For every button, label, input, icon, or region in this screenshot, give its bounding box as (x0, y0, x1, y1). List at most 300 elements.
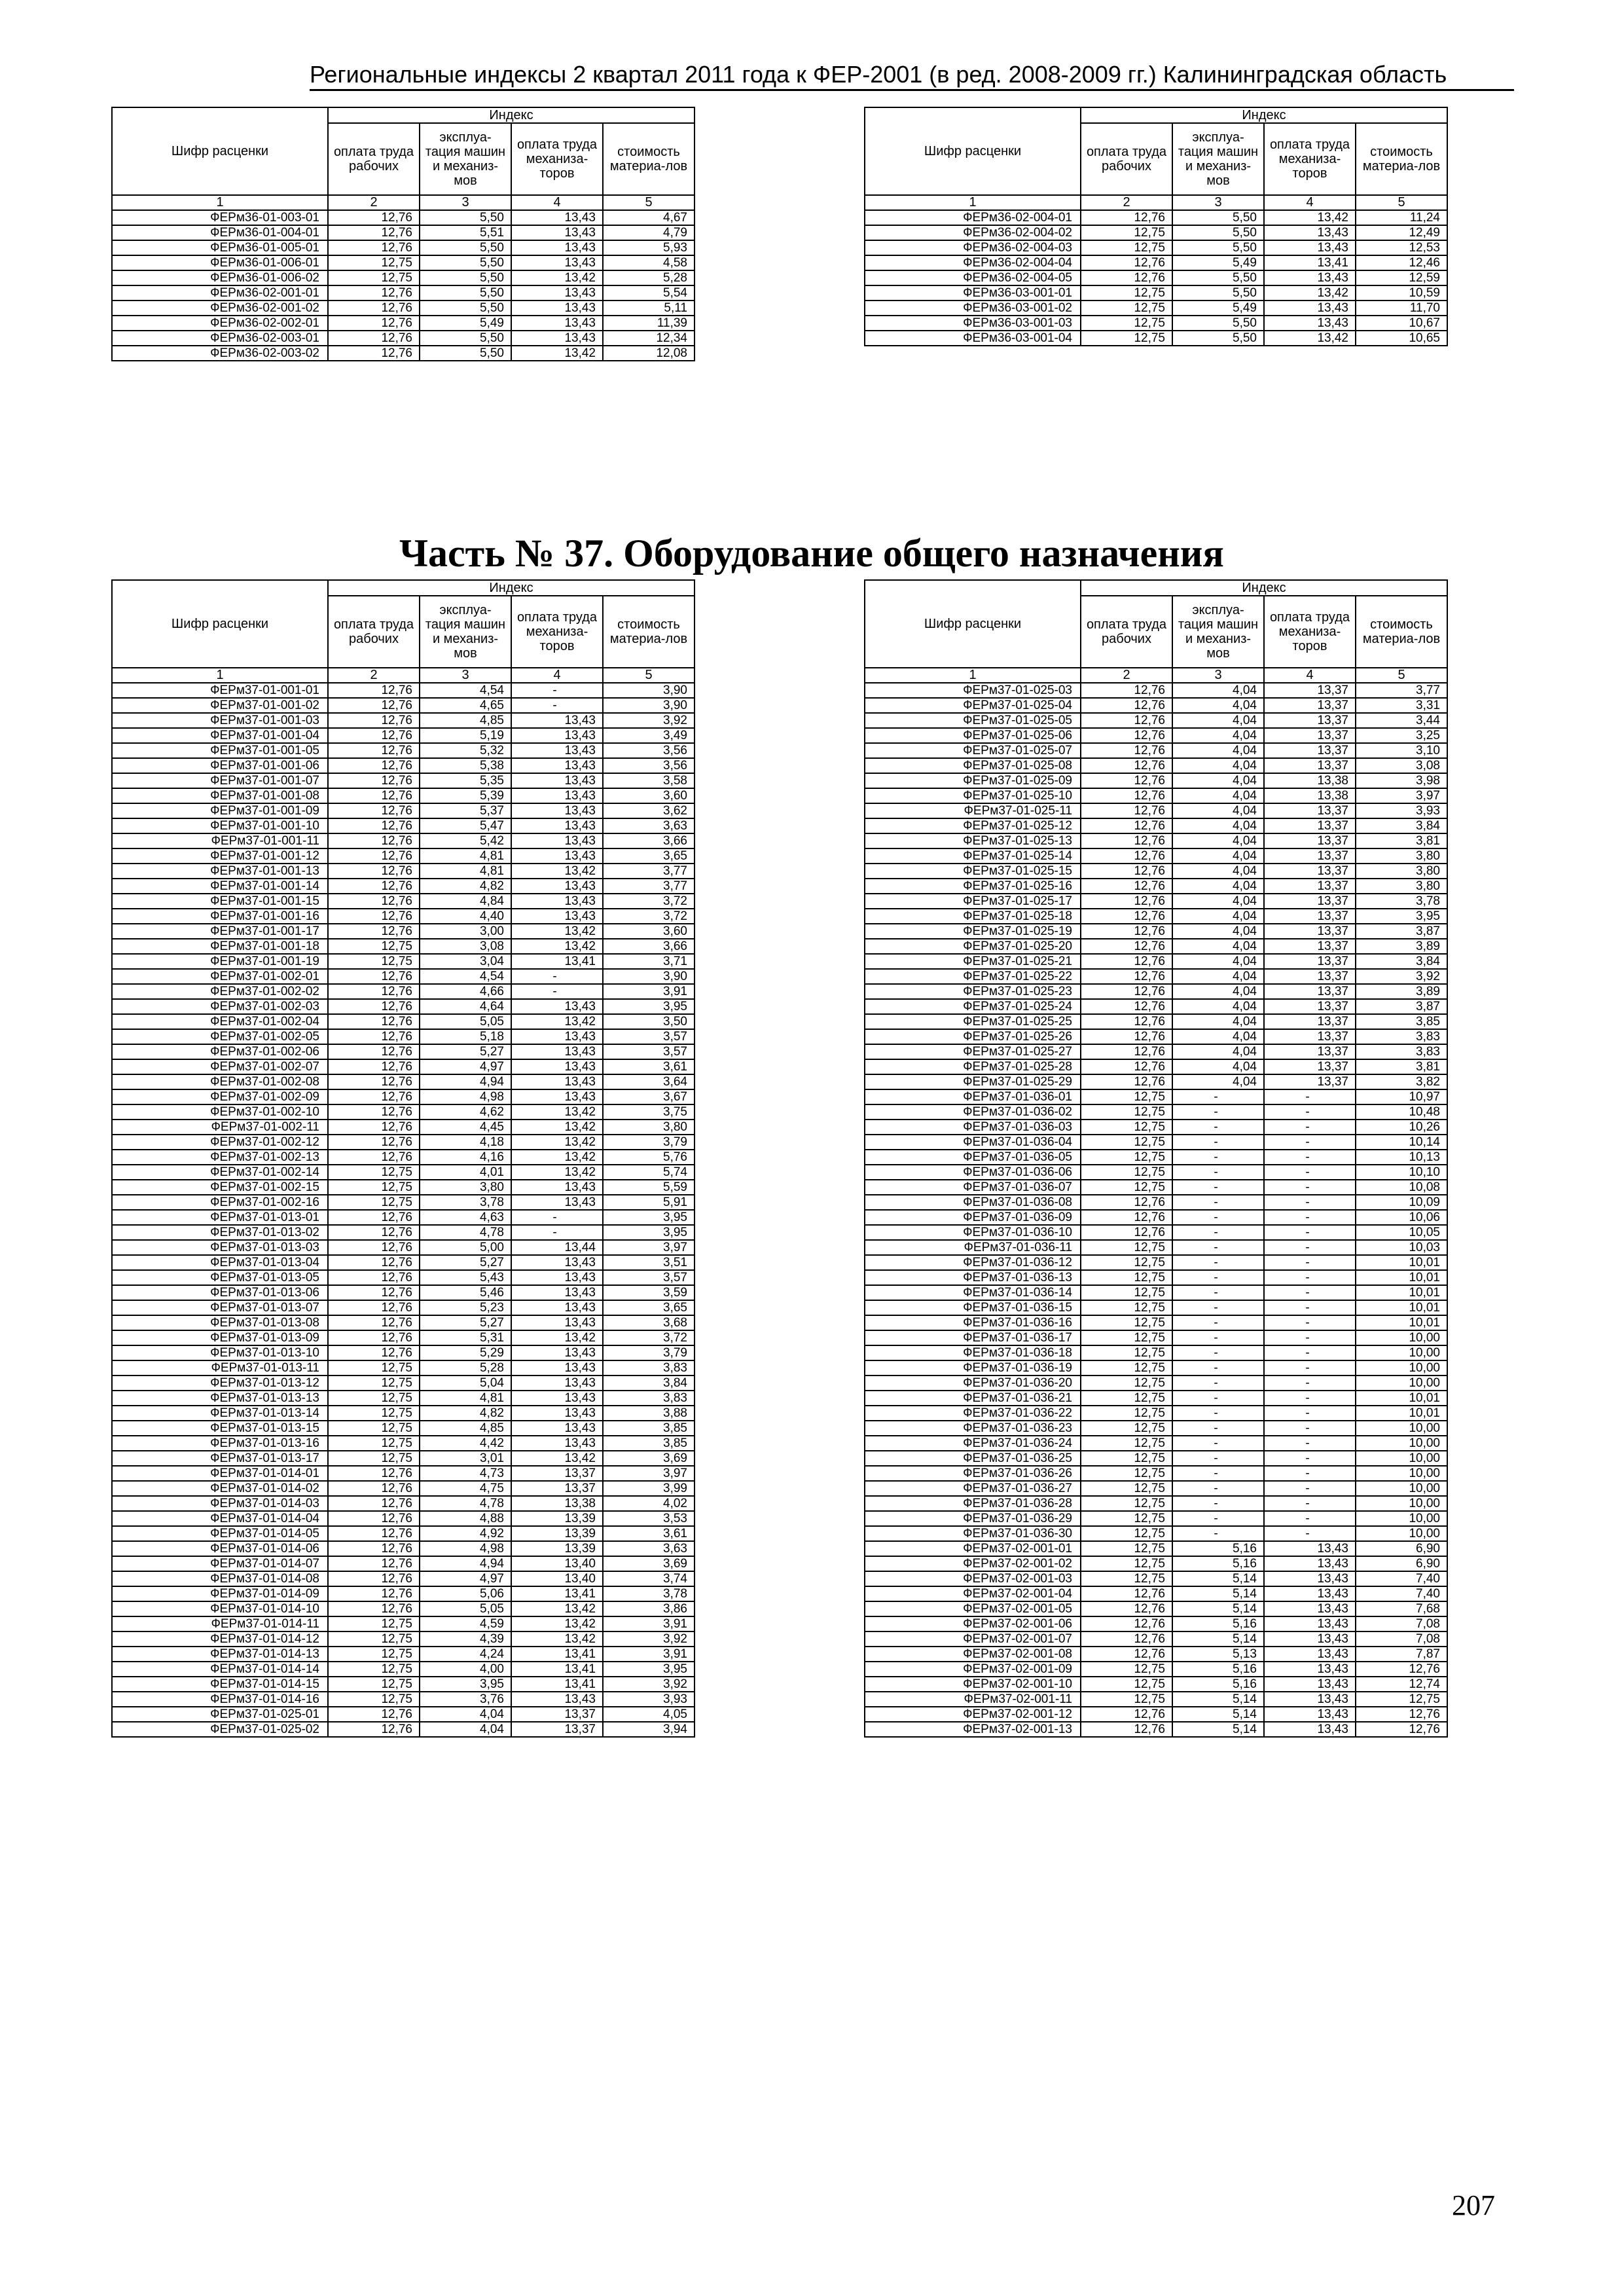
materials-index-cell: 10,08 (1356, 1180, 1447, 1195)
labor-index-cell: 12,75 (328, 270, 420, 285)
machines-index-cell: 5,14 (1172, 1631, 1264, 1647)
materials-index-cell: 3,92 (603, 713, 695, 728)
labor-index-cell: 12,75 (1081, 1692, 1172, 1707)
materials-index-cell: 10,00 (1356, 1466, 1447, 1481)
machines-index-cell: 4,04 (1172, 924, 1264, 939)
labor-index-cell: 12,76 (328, 683, 420, 698)
table-row (865, 1421, 1447, 1436)
rate-code-cell: ФЕРм36-02-004-04 (865, 255, 1081, 270)
machines-index-cell: 4,04 (1172, 848, 1264, 864)
labor-index-cell: 12,76 (328, 1135, 420, 1150)
machinist-labor-index-cell: - (1264, 1300, 1356, 1315)
machinist-labor-index-cell: 13,42 (511, 1014, 603, 1029)
table-row (112, 1120, 695, 1135)
rate-code-cell: ФЕРм37-01-014-06 (112, 1541, 328, 1556)
labor-index-cell: 12,75 (1081, 1391, 1172, 1406)
column-number: 3 (1172, 195, 1264, 210)
rate-code-cell: ФЕРм37-01-036-15 (865, 1300, 1081, 1315)
labor-index-cell: 12,76 (328, 346, 420, 361)
materials-index-cell: 10,01 (1356, 1270, 1447, 1285)
column-number: 4 (511, 668, 603, 683)
machines-index-cell: 5,43 (420, 1270, 511, 1285)
table-row (112, 1511, 695, 1526)
labor-index-cell: 12,75 (1081, 331, 1172, 346)
machinist-labor-index-cell: 13,42 (511, 1165, 603, 1180)
machinist-labor-index-cell: 13,41 (511, 1647, 603, 1662)
materials-index-cell: 3,92 (603, 1677, 695, 1692)
machinist-labor-index-cell: 13,37 (1264, 879, 1356, 894)
labor-index-cell: 12,75 (1081, 1300, 1172, 1315)
machinist-labor-index-cell: 13,42 (1264, 285, 1356, 301)
machinist-labor-index-cell: - (1264, 1496, 1356, 1511)
machinist-labor-index-cell: 13,37 (511, 1466, 603, 1481)
column-number: 3 (420, 195, 511, 210)
materials-index-cell: 3,97 (1356, 788, 1447, 803)
labor-index-cell: 12,76 (1081, 954, 1172, 969)
table-row (865, 999, 1447, 1014)
machinist-labor-index-cell: 13,43 (1264, 225, 1356, 240)
machines-index-cell: 4,04 (1172, 1014, 1264, 1029)
machines-index-cell: 4,78 (420, 1496, 511, 1511)
labor-index-cell: 12,75 (328, 1436, 420, 1451)
table-row (112, 1180, 695, 1195)
rate-code-cell: ФЕРм37-01-025-14 (865, 848, 1081, 864)
column-number: 4 (1264, 668, 1356, 683)
materials-index-cell: 3,84 (1356, 954, 1447, 969)
labor-index-cell: 12,76 (1081, 939, 1172, 954)
materials-index-cell: 3,87 (1356, 999, 1447, 1014)
machinist-labor-index-cell: 13,43 (511, 1074, 603, 1089)
labor-index-cell: 12,76 (328, 924, 420, 939)
machinist-labor-index-cell: - (1264, 1285, 1356, 1300)
table-row (865, 954, 1447, 969)
machines-index-cell: - (1172, 1255, 1264, 1270)
rate-code-cell: ФЕРм37-01-002-03 (112, 999, 328, 1014)
labor-index-cell: 12,76 (1081, 1029, 1172, 1044)
rate-code-cell: ФЕРм37-01-013-06 (112, 1285, 328, 1300)
table-row (865, 1059, 1447, 1074)
table-row (112, 1451, 695, 1466)
table-row (865, 1571, 1447, 1586)
table-row (112, 743, 695, 758)
table-row (865, 1360, 1447, 1376)
labor-index-cell: 12,76 (328, 1014, 420, 1029)
machines-index-cell: 5,23 (420, 1300, 511, 1315)
machinist-labor-index-cell: 13,43 (1264, 316, 1356, 331)
table-row (865, 1707, 1447, 1722)
rate-code-cell: ФЕРм37-01-036-20 (865, 1376, 1081, 1391)
machinist-labor-index-cell: 13,43 (1264, 270, 1356, 285)
table-row (112, 1601, 695, 1616)
machinist-labor-index-cell: 13,37 (1264, 683, 1356, 698)
machinist-labor-index-cell: 13,43 (511, 999, 603, 1014)
table-row (865, 758, 1447, 773)
rate-code-cell: ФЕРм37-01-001-17 (112, 924, 328, 939)
machines-index-cell: 4,04 (1172, 1044, 1264, 1059)
labor-index-cell: 12,76 (328, 833, 420, 848)
materials-index-cell: 3,65 (603, 1300, 695, 1315)
machinist-labor-index-cell: - (511, 1210, 603, 1225)
rate-code-cell: ФЕРм37-01-036-07 (865, 1180, 1081, 1195)
rate-code-cell: ФЕРм37-01-001-03 (112, 713, 328, 728)
rate-code-cell: ФЕРм37-01-014-11 (112, 1616, 328, 1631)
rate-code-cell: ФЕРм37-01-036-08 (865, 1195, 1081, 1210)
table-row (865, 1300, 1447, 1315)
table-row (112, 1345, 695, 1360)
materials-index-cell: 10,00 (1356, 1345, 1447, 1360)
rate-code-cell: ФЕРм37-01-025-11 (865, 803, 1081, 818)
materials-index-cell: 3,82 (1356, 1074, 1447, 1089)
table-row (112, 1270, 695, 1285)
table-row (112, 1014, 695, 1029)
materials-index-cell: 3,91 (603, 1647, 695, 1662)
materials-index-cell: 10,48 (1356, 1104, 1447, 1120)
page-number: 207 (1452, 2189, 1495, 2221)
materials-index-cell: 3,97 (603, 1240, 695, 1255)
materials-index-cell: 3,69 (603, 1451, 695, 1466)
materials-index-cell: 10,00 (1356, 1360, 1447, 1376)
machines-index-cell: - (1172, 1330, 1264, 1345)
machinist-labor-index-cell: 13,43 (1264, 1707, 1356, 1722)
table-row (112, 909, 695, 924)
column-header-index: Индекс (328, 580, 695, 596)
labor-index-cell: 12,76 (1081, 773, 1172, 788)
machinist-labor-index-cell: 13,37 (1264, 939, 1356, 954)
table-row (865, 1330, 1447, 1345)
rate-code-cell: ФЕРм37-01-036-04 (865, 1135, 1081, 1150)
table-row (112, 803, 695, 818)
table-row (865, 1014, 1447, 1029)
machines-index-cell: 5,42 (420, 833, 511, 848)
rate-code-cell: ФЕРм36-02-004-03 (865, 240, 1081, 255)
labor-index-cell: 12,75 (1081, 1285, 1172, 1300)
machinist-labor-index-cell: - (1264, 1165, 1356, 1180)
labor-index-cell: 12,75 (328, 1692, 420, 1707)
materials-index-cell: 5,28 (603, 270, 695, 285)
materials-index-cell: 3,51 (603, 1255, 695, 1270)
labor-index-cell: 12,76 (328, 999, 420, 1014)
materials-index-cell: 3,83 (1356, 1029, 1447, 1044)
rate-code-cell: ФЕРм37-01-001-11 (112, 833, 328, 848)
rate-code-cell: ФЕРм37-01-002-14 (112, 1165, 328, 1180)
machines-index-cell: 4,04 (1172, 713, 1264, 728)
table-row (865, 1616, 1447, 1631)
table-row (865, 1074, 1447, 1089)
machines-index-cell: - (1172, 1210, 1264, 1225)
rate-code-cell: ФЕРм36-03-001-02 (865, 301, 1081, 316)
rate-code-cell: ФЕРм37-01-001-18 (112, 939, 328, 954)
rate-code-cell: ФЕРм37-01-036-30 (865, 1526, 1081, 1541)
machinist-labor-index-cell: - (1264, 1210, 1356, 1225)
machinist-labor-index-cell: 13,42 (511, 924, 603, 939)
machines-index-cell: - (1172, 1104, 1264, 1120)
materials-index-cell: 3,97 (603, 1466, 695, 1481)
materials-index-cell: 3,63 (603, 1541, 695, 1556)
machines-index-cell: 4,04 (1172, 773, 1264, 788)
labor-index-cell: 12,76 (1081, 698, 1172, 713)
labor-index-cell: 12,75 (1081, 1436, 1172, 1451)
machines-index-cell: - (1172, 1406, 1264, 1421)
machines-index-cell: - (1172, 1481, 1264, 1496)
machines-index-cell: - (1172, 1526, 1264, 1541)
rate-code-cell: ФЕРм37-01-036-21 (865, 1391, 1081, 1406)
labor-index-cell: 12,75 (328, 1662, 420, 1677)
rate-code-cell: ФЕРм37-01-014-03 (112, 1496, 328, 1511)
rate-code-cell: ФЕРм37-01-014-04 (112, 1511, 328, 1526)
table-row (112, 1662, 695, 1677)
labor-index-cell: 12,75 (1081, 1376, 1172, 1391)
labor-index-cell: 12,75 (1081, 1270, 1172, 1285)
labor-index-cell: 12,75 (1081, 301, 1172, 316)
machines-index-cell: 4,04 (1172, 984, 1264, 999)
materials-index-cell: 7,87 (1356, 1647, 1447, 1662)
column-number: 3 (1172, 668, 1264, 683)
labor-index-cell: 12,76 (1081, 758, 1172, 773)
rate-code-cell: ФЕРм37-01-036-09 (865, 1210, 1081, 1225)
labor-index-cell: 12,76 (1081, 210, 1172, 225)
column-header-machinist-labor: оплата труда механиза-торов (1264, 596, 1356, 668)
labor-index-cell: 12,76 (328, 1496, 420, 1511)
table-row (865, 270, 1447, 285)
machines-index-cell: - (1172, 1451, 1264, 1466)
table-row (865, 210, 1447, 225)
machines-index-cell: 4,65 (420, 698, 511, 713)
machines-index-cell: 4,62 (420, 1104, 511, 1120)
labor-index-cell: 12,76 (1081, 924, 1172, 939)
rate-code-cell: ФЕРм37-02-001-11 (865, 1692, 1081, 1707)
table-row (112, 1466, 695, 1481)
machinist-labor-index-cell: - (1264, 1195, 1356, 1210)
labor-index-cell: 12,76 (1081, 1616, 1172, 1631)
rate-code-cell: ФЕРм37-01-014-07 (112, 1556, 328, 1571)
rate-code-cell: ФЕРм37-01-001-01 (112, 683, 328, 698)
materials-index-cell: 10,13 (1356, 1150, 1447, 1165)
materials-index-cell: 5,76 (603, 1150, 695, 1165)
rate-code-cell: ФЕРм37-01-002-12 (112, 1135, 328, 1150)
table-row (865, 1210, 1447, 1225)
machinist-labor-index-cell: 13,43 (511, 1029, 603, 1044)
column-number: 1 (112, 668, 328, 683)
materials-index-cell: 10,01 (1356, 1285, 1447, 1300)
materials-index-cell: 3,80 (1356, 879, 1447, 894)
rate-code-cell: ФЕРм37-01-025-06 (865, 728, 1081, 743)
machines-index-cell: 5,51 (420, 225, 511, 240)
materials-index-cell: 10,00 (1356, 1526, 1447, 1541)
table-row (112, 1677, 695, 1692)
machines-index-cell: 5,50 (1172, 270, 1264, 285)
materials-index-cell: 10,03 (1356, 1240, 1447, 1255)
materials-index-cell: 3,59 (603, 1285, 695, 1300)
materials-index-cell: 3,95 (603, 1210, 695, 1225)
machines-index-cell: - (1172, 1180, 1264, 1195)
machines-index-cell: 5,16 (1172, 1677, 1264, 1692)
table-row (112, 758, 695, 773)
materials-index-cell: 11,70 (1356, 301, 1447, 316)
rate-code-cell: ФЕРм37-01-025-13 (865, 833, 1081, 848)
materials-index-cell: 11,39 (603, 316, 695, 331)
rate-code-cell: ФЕРм37-01-025-26 (865, 1029, 1081, 1044)
materials-index-cell: 12,76 (1356, 1662, 1447, 1677)
labor-index-cell: 12,76 (1081, 1225, 1172, 1240)
machines-index-cell: 5,50 (420, 346, 511, 361)
materials-index-cell: 10,59 (1356, 285, 1447, 301)
table-row (112, 1135, 695, 1150)
machinist-labor-index-cell: - (511, 698, 603, 713)
materials-index-cell: 3,49 (603, 728, 695, 743)
materials-index-cell: 3,58 (603, 773, 695, 788)
machinist-labor-index-cell: 13,43 (511, 818, 603, 833)
rate-code-cell: ФЕРм36-01-006-01 (112, 255, 328, 270)
machines-index-cell: 5,39 (420, 788, 511, 803)
machines-index-cell: - (1172, 1089, 1264, 1104)
materials-index-cell: 3,57 (603, 1270, 695, 1285)
column-number: 5 (1356, 195, 1447, 210)
labor-index-cell: 12,76 (328, 864, 420, 879)
machinist-labor-index-cell: 13,43 (511, 833, 603, 848)
labor-index-cell: 12,76 (1081, 1586, 1172, 1601)
materials-index-cell: 3,87 (1356, 924, 1447, 939)
machinist-labor-index-cell: 13,37 (1264, 864, 1356, 879)
labor-index-cell: 12,75 (1081, 1240, 1172, 1255)
machines-index-cell: 4,85 (420, 1421, 511, 1436)
machinist-labor-index-cell: 13,43 (511, 285, 603, 301)
column-header-labor: оплата труда рабочих (328, 596, 420, 668)
table-row (112, 1104, 695, 1120)
materials-index-cell: 3,75 (603, 1104, 695, 1120)
machines-index-cell: 4,94 (420, 1074, 511, 1089)
labor-index-cell: 12,75 (328, 1376, 420, 1391)
machinist-labor-index-cell: 13,43 (511, 909, 603, 924)
materials-index-cell: 5,54 (603, 285, 695, 301)
machinist-labor-index-cell: 13,43 (511, 1285, 603, 1300)
column-number: 5 (1356, 668, 1447, 683)
labor-index-cell: 12,76 (1081, 1014, 1172, 1029)
labor-index-cell: 12,75 (1081, 1360, 1172, 1376)
rate-code-cell: ФЕРм37-01-014-13 (112, 1647, 328, 1662)
materials-index-cell: 10,26 (1356, 1120, 1447, 1135)
materials-index-cell: 10,14 (1356, 1135, 1447, 1150)
rate-code-cell: ФЕРм37-01-036-13 (865, 1270, 1081, 1285)
labor-index-cell: 12,76 (1081, 1059, 1172, 1074)
labor-index-cell: 12,75 (328, 1180, 420, 1195)
table-row (112, 1059, 695, 1074)
machines-index-cell: - (1172, 1195, 1264, 1210)
materials-index-cell: 3,69 (603, 1556, 695, 1571)
table-row (865, 1376, 1447, 1391)
materials-index-cell: 11,24 (1356, 210, 1447, 225)
rate-code-cell: ФЕРм37-02-001-12 (865, 1707, 1081, 1722)
index-table-part37-right (864, 579, 1448, 1738)
rate-code-cell: ФЕРм37-01-036-16 (865, 1315, 1081, 1330)
rate-code-cell: ФЕРм37-01-025-19 (865, 924, 1081, 939)
table-row (112, 713, 695, 728)
machinist-labor-index-cell: 13,42 (511, 1135, 603, 1150)
machinist-labor-index-cell: - (1264, 1511, 1356, 1526)
rate-code-cell: ФЕРм37-01-013-09 (112, 1330, 328, 1345)
table-row (112, 1692, 695, 1707)
machinist-labor-index-cell: 13,43 (1264, 1586, 1356, 1601)
rate-code-cell: ФЕРм37-01-013-12 (112, 1376, 328, 1391)
machines-index-cell: 4,66 (420, 984, 511, 999)
materials-index-cell: 3,84 (1356, 818, 1447, 833)
machinist-labor-index-cell: 13,43 (1264, 1662, 1356, 1677)
machinist-labor-index-cell: 13,43 (511, 1391, 603, 1406)
machinist-labor-index-cell: 13,37 (1264, 909, 1356, 924)
machines-index-cell: 5,14 (1172, 1722, 1264, 1737)
machines-index-cell: 4,98 (420, 1089, 511, 1104)
machines-index-cell: 4,63 (420, 1210, 511, 1225)
table-row (112, 210, 695, 225)
materials-index-cell: 3,93 (1356, 803, 1447, 818)
table-row (865, 1150, 1447, 1165)
rate-code-cell: ФЕРм37-01-025-15 (865, 864, 1081, 879)
labor-index-cell: 12,76 (328, 1707, 420, 1722)
labor-index-cell: 12,76 (328, 1059, 420, 1074)
machinist-labor-index-cell: - (1264, 1526, 1356, 1541)
table-row (865, 1225, 1447, 1240)
labor-index-cell: 12,76 (1081, 894, 1172, 909)
column-header-code: Шифр расценки (865, 580, 1081, 668)
machinist-labor-index-cell: 13,37 (1264, 758, 1356, 773)
machines-index-cell: 3,08 (420, 939, 511, 954)
rate-code-cell: ФЕРм37-01-013-08 (112, 1315, 328, 1330)
machinist-labor-index-cell: 13,43 (511, 1089, 603, 1104)
machinist-labor-index-cell: 13,42 (511, 1601, 603, 1616)
labor-index-cell: 12,75 (1081, 1406, 1172, 1421)
machines-index-cell: 5,18 (420, 1029, 511, 1044)
table-row (112, 346, 695, 361)
table-row (112, 1210, 695, 1225)
labor-index-cell: 12,76 (328, 301, 420, 316)
machines-index-cell: 5,50 (1172, 240, 1264, 255)
materials-index-cell: 10,97 (1356, 1089, 1447, 1104)
table-row (112, 1315, 695, 1330)
materials-index-cell: 7,40 (1356, 1586, 1447, 1601)
machinist-labor-index-cell: 13,37 (1264, 818, 1356, 833)
machines-index-cell: 4,04 (1172, 833, 1264, 848)
materials-index-cell: 3,85 (603, 1421, 695, 1436)
column-number: 5 (603, 668, 695, 683)
table-row (865, 1511, 1447, 1526)
labor-index-cell: 12,76 (328, 1526, 420, 1541)
table-row (865, 1180, 1447, 1195)
rate-code-cell: ФЕРм37-01-025-24 (865, 999, 1081, 1014)
materials-index-cell: 3,31 (1356, 698, 1447, 713)
materials-index-cell: 3,57 (603, 1044, 695, 1059)
labor-index-cell: 12,76 (328, 969, 420, 984)
machinist-labor-index-cell: 13,43 (1264, 240, 1356, 255)
machinist-labor-index-cell: - (1264, 1421, 1356, 1436)
machines-index-cell: 4,42 (420, 1436, 511, 1451)
machinist-labor-index-cell: 13,43 (1264, 1601, 1356, 1616)
table-row (112, 1150, 695, 1165)
column-number: 4 (511, 195, 603, 210)
table-row (112, 255, 695, 270)
rate-code-cell: ФЕРм37-01-013-15 (112, 1421, 328, 1436)
machinist-labor-index-cell: 13,37 (1264, 954, 1356, 969)
rate-code-cell: ФЕРм37-01-014-02 (112, 1481, 328, 1496)
rate-code-cell: ФЕРм37-02-001-09 (865, 1662, 1081, 1677)
rate-code-cell: ФЕРм37-01-013-16 (112, 1436, 328, 1451)
rate-code-cell: ФЕРм37-01-014-12 (112, 1631, 328, 1647)
machinist-labor-index-cell: - (1264, 1436, 1356, 1451)
rate-code-cell: ФЕРм37-01-036-11 (865, 1240, 1081, 1255)
table-row (112, 924, 695, 939)
materials-index-cell: 3,85 (1356, 1014, 1447, 1029)
column-header-machinist-labor: оплата труда механиза-торов (511, 123, 603, 195)
machines-index-cell: - (1172, 1496, 1264, 1511)
rate-code-cell: ФЕРм37-01-036-06 (865, 1165, 1081, 1180)
